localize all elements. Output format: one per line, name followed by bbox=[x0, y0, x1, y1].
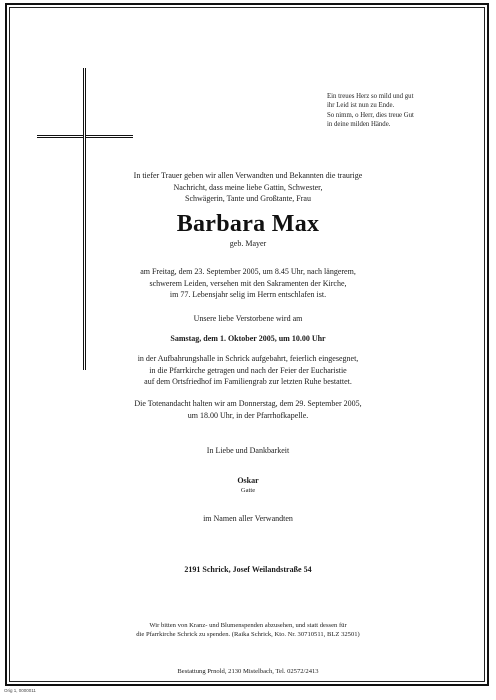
funeral-intro: Unsere liebe Verstorbene wird am bbox=[193, 314, 303, 323]
funeral-line: in die Pfarrkirche getragen und nach der Feier der Eucharistie bbox=[149, 365, 347, 375]
vigil-line: um 18.00 Uhr, in der Pfarrhofkapelle. bbox=[187, 410, 309, 420]
vigil-line: Die Totenandacht halten wir am Donnerstag, dem 29. September 2005, bbox=[134, 399, 362, 408]
mourner-relation: Gatte bbox=[240, 487, 256, 494]
intro-line: Nachricht, dass meine liebe Gattin, Schwester, bbox=[173, 182, 323, 192]
funeral-date: Samstag, dem 1. Oktober 2005, um 10.00 Uhr bbox=[170, 334, 326, 343]
poem-line: So nimm, o Herr, dies treue Gut bbox=[327, 111, 414, 119]
address: 2191 Schrick, Josef Weilandstraße 54 bbox=[184, 565, 312, 574]
birth-name: geb. Mayer bbox=[229, 239, 267, 248]
print-code: Orig 1, 0000011 bbox=[4, 688, 36, 693]
poem-line: ihr Leid ist nun zu Ende. bbox=[327, 102, 395, 110]
funeral-line: in der Aufbahrungshalle in Schrick aufgebahrt, feierlich eingesegnet, bbox=[137, 354, 359, 363]
undertaker-info: Bestattung Prnold, 2130 Mistelbach, Tel. 02572/2413 bbox=[177, 668, 319, 675]
donation-line: die Pfarrkirche Schrick zu spenden. (Raika Schrick, Kto. Nr. 30710511, BLZ 32501) bbox=[136, 631, 360, 638]
deceased-name: Barbara Max bbox=[176, 211, 320, 237]
poem-line: Ein treues Herz so mild und gut bbox=[327, 93, 414, 100]
funeral-line: auf dem Ortsfriedhof im Familiengrab zur letzten Ruhe bestattet. bbox=[144, 377, 352, 386]
donation-request bbox=[14, 621, 482, 639]
vigil-notice bbox=[14, 398, 482, 421]
cross-horizontal-bar bbox=[37, 135, 133, 138]
donation-line: Wir bitten von Kranz- und Blumenspenden abzusehen, und statt dessen für bbox=[149, 622, 347, 629]
intro-line: In tiefer Trauer geben wir allen Verwandten und Bekannten die traurige bbox=[133, 171, 363, 180]
closing-phrase: In Liebe und Dankbarkeit bbox=[206, 446, 290, 455]
death-notice-line: schwerem Leiden, versehen mit den Sakramenten der Kirche, bbox=[149, 278, 347, 288]
poem-line: in deine milden Hände. bbox=[327, 121, 391, 129]
poem bbox=[327, 92, 467, 130]
intro-text bbox=[14, 170, 482, 205]
family-signature: im Namen aller Verwandten bbox=[203, 514, 293, 523]
intro-line: Schwägerin, Tante und Großtante, Frau bbox=[185, 194, 311, 203]
death-notice-line: am Freitag, dem 23. September 2005, um 8.45 Uhr, nach längerem, bbox=[140, 267, 356, 276]
cross-intersection bbox=[84, 135, 85, 138]
funeral-details bbox=[14, 353, 482, 388]
death-notice bbox=[14, 266, 482, 301]
mourner-name: Oskar bbox=[237, 476, 259, 485]
death-notice-line: im 77. Lebensjahr selig im Herrn entschlafen ist. bbox=[169, 290, 327, 299]
